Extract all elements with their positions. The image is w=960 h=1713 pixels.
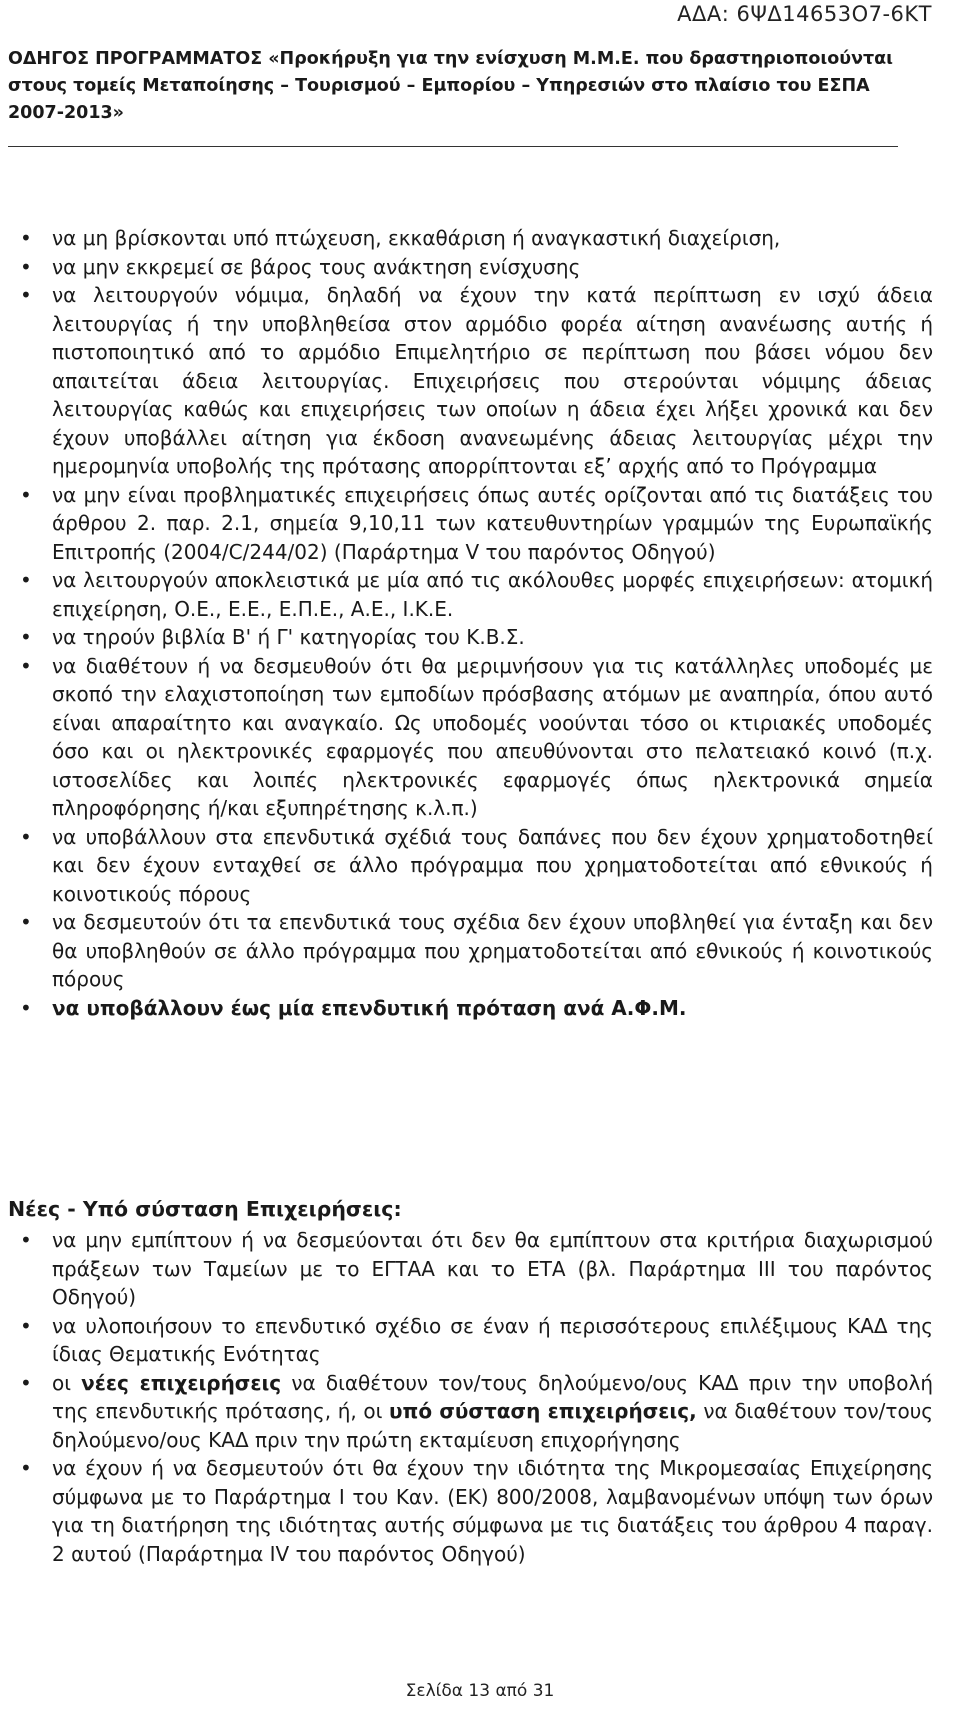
bullet-icon: • [20,653,32,678]
list-item: • να μην είναι προβληματικές επιχειρήσεις όπως αυτές ορίζονται από τις διατάξεις του άρθρου 2. παρ. 2.1, σημεία 9,10,11 των κατευθυντηρίων γραμμών της Ευρωπαϊκής Επιτροπής (2004/C/244/02) (Παράρτημα V του παρόντος Οδηγού) [20,482,933,564]
section-heading: Νέες - Υπό σύσταση Επιχειρήσεις: [8,1197,402,1221]
document-header-title: ΟΔΗΓΟΣ ΠΡΟΓΡΑΜΜΑΤΟΣ «Προκήρυξη για την ενίσχυση Μ.Μ.Ε. που δραστηριοποιούνται στους τομείς Μεταποίησης – Τουρισμού – Εμπορίου – Υπηρεσιών στο πλαίσιο του ΕΣΠΑ 2007-2013» [8,49,894,123]
list-item: • να τηρούν βιβλία Β' ή Γ' κατηγορίας του Κ.Β.Σ. [8,623,933,652]
list-item: • να δεσμευτούν ότι τα επενδυτικά τους σχέδια δεν έχουν υποβληθεί για ένταξη και δεν θα υποβληθούν σε άλλο πρόγραμμα που χρηματοδοτείται από εθνικούς ή κοινοτικούς πόρους [20,910,933,991]
bullet-icon: • [20,568,32,592]
list-item: • να μη βρίσκονται υπό πτώχευση, εκκαθάριση ή αναγκαστική διαχείριση, [8,224,933,253]
list-item: • να υλοποιήσουν το επενδυτικό σχέδιο σε έναν ή περισσότερους επιλέξιμους ΚΑΔ της ίδιας Θεματικής Ενότητας [20,1313,933,1366]
bullet-icon: • [20,226,32,250]
list-item: • να λειτουργούν αποκλειστικά με μία από τις ακόλουθες μορφές επιχειρήσεων: ατομική επιχείρηση, Ο.Ε., Ε.Ε., Ε.Π.Ε., Α.Ε., Ι.Κ.Ε. [20,568,933,621]
list-item: • οι νέες επιχειρήσεις να διαθέτουν τον/τους δηλούμενο/ους ΚΑΔ πριν την υποβολή της επενδυτικής πρότασης, ή, οι υπό σύσταση επιχειρήσεις, να διαθέτουν τον/τους δηλούμενο/ους ΚΑΔ πριν την πρώτη εκταμίευση επιχορήγησης [20,1370,933,1452]
new-businesses-list [8,1226,933,1568]
list-item: • να έχουν ή να δεσμευτούν ότι θα έχουν την ιδιότητα της Μικρομεσαίας Επιχείρησης σύμφωνα με το Παράρτημα Ι του Καν. (ΕΚ) 800/2008, λαμβανομένων υπόψη των όρων για τη διατήρηση της ιδιότητας αυτής σύμφωνα με τις διατάξεις του άρθρου 4 παραγ. 2 αυτού (Παράρτημα IV του παρόντος Οδηγού) [20,1456,933,1566]
bullet-icon: • [20,254,32,279]
list-item: • να υποβάλλουν στα επενδυτικά σχέδιά τους δαπάνες που δεν έχουν χρηματοδοτηθεί και δεν έχουν ενταχθεί σε άλλο πρόγραμμα που χρηματοδοτείται από εθνικούς ή κοινοτικούς πόρους [20,824,933,906]
bullet-icon: • [20,1456,32,1480]
list-item: • να διαθέτουν ή να δεσμευθούν ότι θα μεριμνήσουν για τις κατάλληλες υποδομές με σκοπό την ελαχιστοποίηση των εμποδίων πρόσβασης ατόμων με αναπηρία, όπου αυτό είναι απαραίτητο και αναγκαίο. Ως υποδομές νοούνται τόσο οι κτιριακές υποδομές όσο και οι ηλεκτρονικές εφαρμογές που απευθύνονται στο πελατειακό κοινό (π.χ. ιστοσελίδες και λοιπές ηλεκτρονικές εφαρμογές όπως ηλεκτρονικά σημεία πληροφόρησης ή/και εξυπηρέτησης κ.λ.π.) [20,653,933,820]
list-item: • να λειτουργούν νόμιμα, δηλαδή να έχουν την κατά περίπτωση εν ισχύ άδεια λειτουργίας ή την υποβληθείσα στον αρμόδιο φορέα αίτηση ανανέωσης αυτής ή πιστοποιητικό από το αρμόδιο Επιμελητήριο σε περίπτωση που βάσει νόμου δεν απαιτείται άδεια λειτουργίας. Επιχειρήσεις που στερούνται νόμιμης άδειας λειτουργίας καθώς και επιχειρήσεις των οποίων η άδεια έχει λήξει χρονικά και δεν έχουν υποβάλλει αίτηση για έκδοση ανανεωμένης άδειας λειτουργίας μέχρι την ημερομηνία υποβολής της πρότασης απορρίπτονται εξ’ αρχής από το Πρόγραμμα [20,283,933,478]
bullet-icon: • [20,482,32,507]
ada-code: ΑΔΑ: 6ΨΔ14653Ο7-6ΚΤ [677,2,932,26]
page-number: Σελίδα 13 από 31 [405,1681,555,1701]
bullet-icon: • [20,1228,32,1252]
bullet-icon: • [20,824,32,849]
bullet-icon: • [20,625,32,649]
bullet-icon: • [20,1313,32,1338]
bullet-icon: • [20,995,32,1020]
bullet-icon: • [20,1370,32,1395]
bullet-icon: • [20,910,32,934]
header-divider [8,146,898,147]
list-item: • να μην εκκρεμεί σε βάρος τους ανάκτηση ενίσχυσης [8,253,933,282]
list-item-bold: • να υποβάλλουν έως μία επενδυτική πρόταση ανά Α.Φ.Μ. [8,994,933,1023]
list-item: • να μην εμπίπτουν ή να δεσμεύονται ότι δεν θα εμπίπτουν στα κριτήρια διαχωρισμού πράξεων των Ταμείων με το ΕΓΤΑΑ και το ΕΤΑ (βλ. Παράρτημα ΙΙΙ του παρόντος Οδηγού) [20,1228,933,1309]
bullet-icon: • [20,283,32,307]
eligibility-list [8,224,933,1022]
